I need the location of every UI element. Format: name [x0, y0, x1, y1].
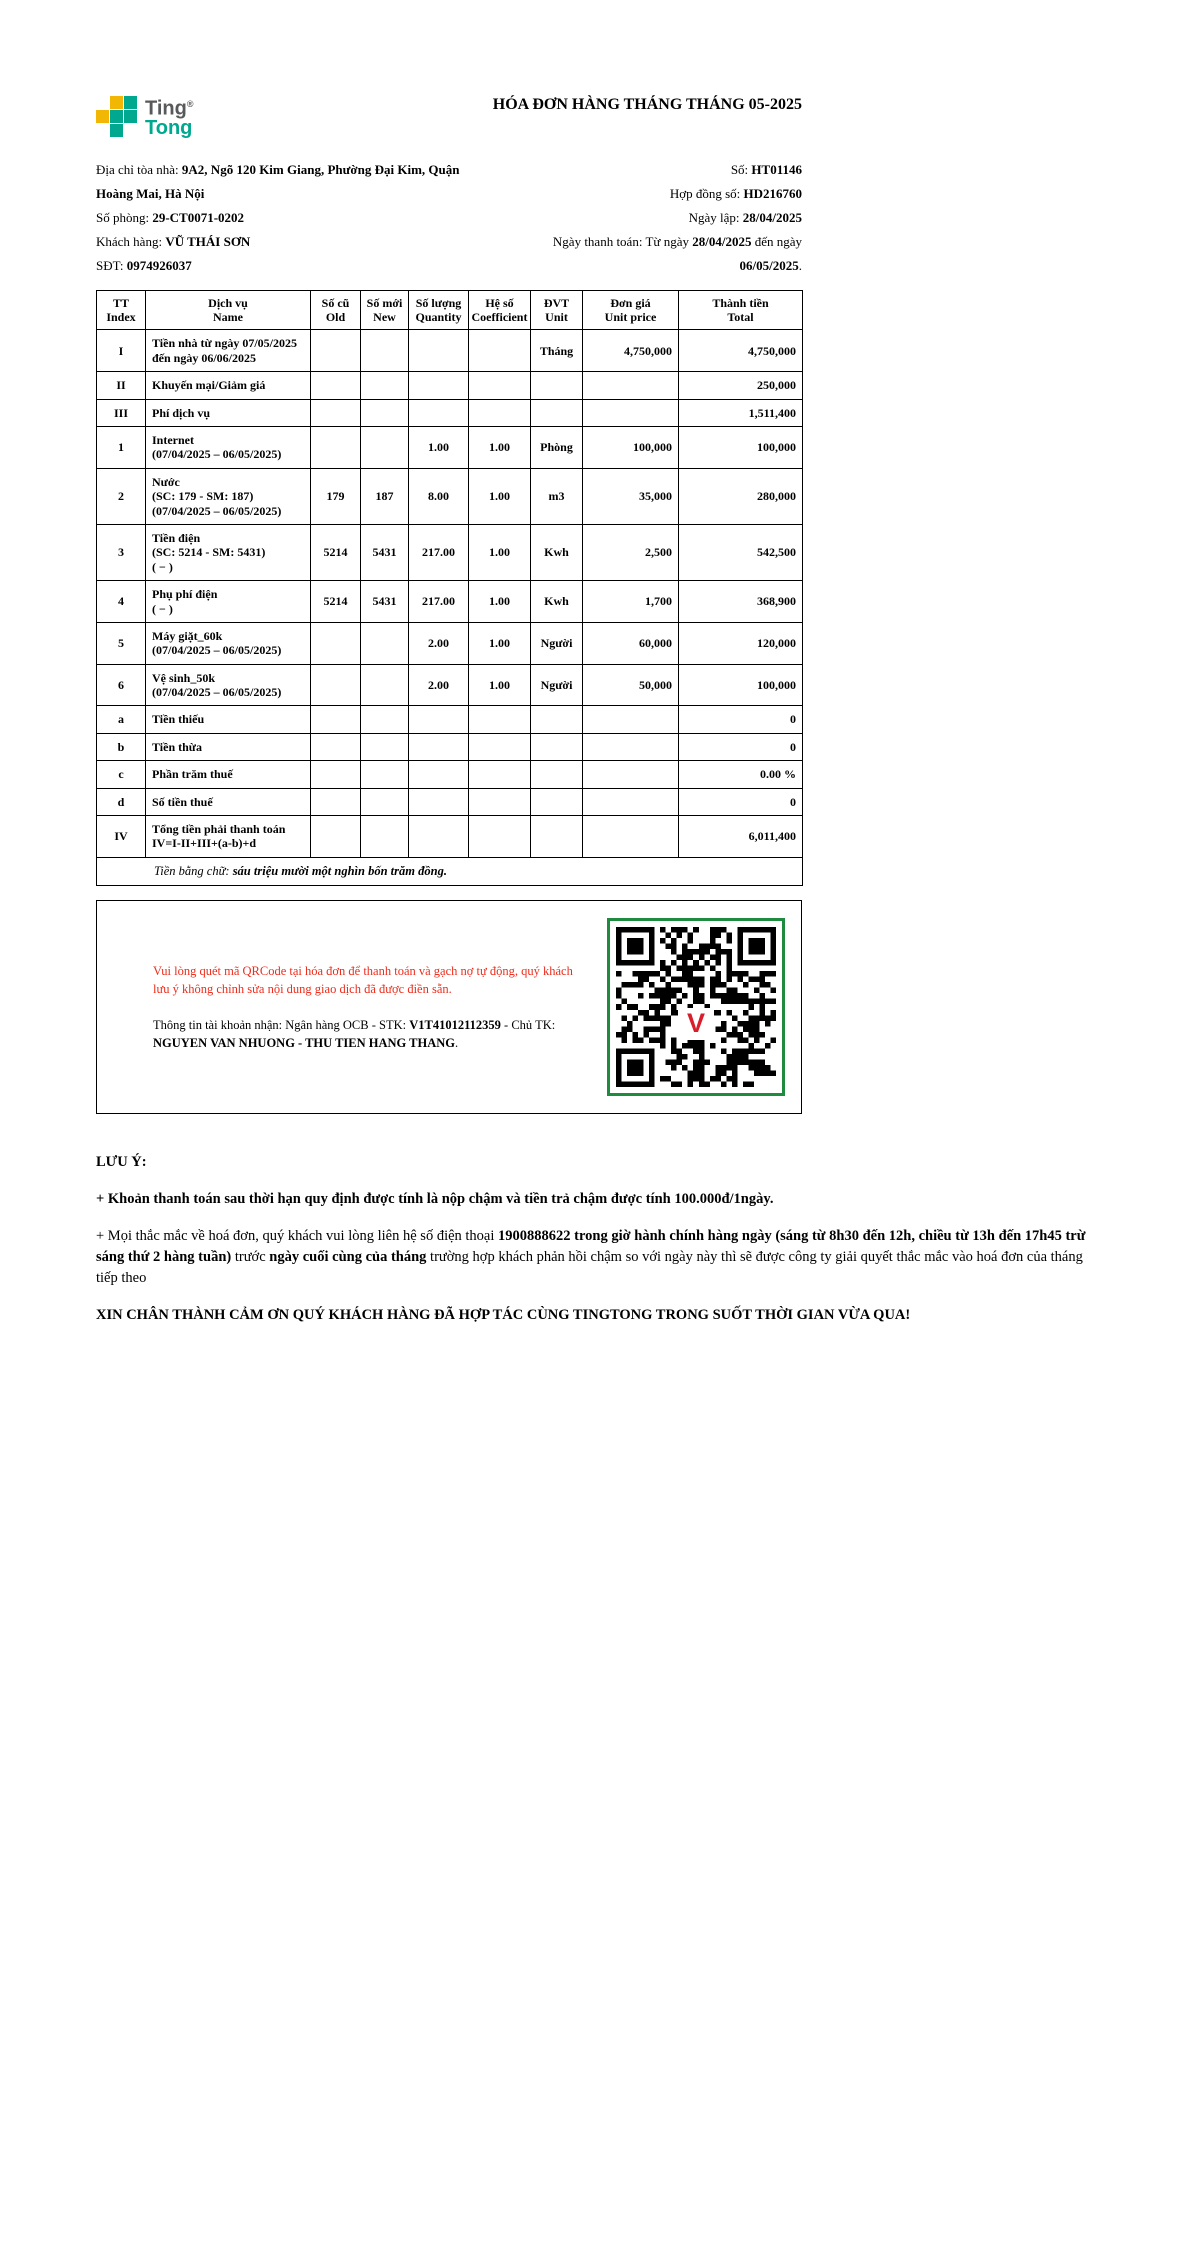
cell-price: 35,000 — [583, 468, 679, 524]
cell-coef — [469, 761, 531, 788]
cell-line: Phí dịch vụ — [152, 405, 211, 420]
note-late-payment — [96, 1189, 1106, 1210]
registered-mark: ® — [186, 99, 194, 109]
cell-unit — [531, 788, 583, 815]
info-right — [496, 158, 802, 278]
text-segment: 28/04/2025 — [692, 233, 752, 249]
invoice-info — [96, 158, 802, 278]
text-segment: . — [455, 1035, 459, 1050]
logo-pixel — [110, 124, 123, 137]
qr-notice — [153, 962, 589, 998]
cell-unit — [531, 733, 583, 760]
cell-qty: 2.00 — [409, 664, 469, 706]
cell-total: 100,000 — [679, 427, 803, 469]
cell-line: (SC: 179 - SM: 187) — [152, 489, 254, 504]
logo-pixel — [124, 110, 137, 123]
cell-total: 368,900 — [679, 581, 803, 623]
text-segment: 28/04/2025 — [742, 209, 802, 225]
info-line-address — [96, 158, 496, 206]
cell-unit: Kwh — [531, 524, 583, 580]
cell-price: 60,000 — [583, 622, 679, 664]
cell-name — [146, 524, 311, 580]
cell-line: Tiền điện — [152, 530, 201, 545]
cell-qty: 8.00 — [409, 468, 469, 524]
cell-total: 120,000 — [679, 622, 803, 664]
cell-new — [361, 427, 409, 469]
table-row-4 — [97, 581, 803, 623]
text-segment: + Mọi thắc mắc về hoá đơn, quý khách vui lòng liên hệ số điện thoại — [96, 1227, 499, 1244]
cell-price: 2,500 — [583, 524, 679, 580]
qr-pattern — [616, 927, 776, 1087]
cell-qty — [409, 372, 469, 399]
cell-index: c — [97, 761, 146, 788]
cell-coef: 1.00 — [469, 664, 531, 706]
cell-new — [361, 399, 409, 426]
cell-line: Phần trăm thuế — [152, 767, 233, 782]
invoice-title: HÓA ĐƠN HÀNG THÁNG THÁNG 05-2025 — [492, 96, 802, 113]
cell-coef — [469, 733, 531, 760]
info-line-invoice-no — [496, 158, 802, 182]
cell-index: 4 — [97, 581, 146, 623]
header-cell-total: Thành tiền Total — [679, 290, 803, 330]
cell-index: 2 — [97, 468, 146, 524]
cell-index: 5 — [97, 622, 146, 664]
cell-old — [311, 330, 361, 372]
logo-pixel — [124, 96, 137, 109]
info-line-issue-date — [496, 206, 802, 230]
text-segment: Tiền bằng chữ: — [154, 863, 233, 878]
cell-price — [583, 761, 679, 788]
cell-new — [361, 372, 409, 399]
cell-name — [146, 399, 311, 426]
cell-price: 4,750,000 — [583, 330, 679, 372]
notes-section — [96, 1152, 1106, 1326]
vietqr-v-icon: V — [678, 1008, 714, 1040]
cell-qty — [409, 399, 469, 426]
text-segment: HT01146 — [751, 161, 802, 177]
table-row-c — [97, 761, 803, 788]
cell-index: b — [97, 733, 146, 760]
cell-new — [361, 622, 409, 664]
payment-texts — [97, 952, 607, 1063]
cell-index: d — [97, 788, 146, 815]
text-segment: 1900888622 trong giờ hành chính hàng ngày (sáng từ 8h30 đến 12h, chiều từ 13h đến 17h45 trừ sáng thứ 2 hàng tuần) — [96, 1227, 1086, 1265]
cell-name — [146, 581, 311, 623]
cell-total: 0.00 % — [679, 761, 803, 788]
cell-new — [361, 733, 409, 760]
table-row-III — [97, 399, 803, 426]
logo-pixel — [96, 96, 109, 109]
cell-line: (07/04/2025 – 06/05/2025) — [152, 447, 282, 462]
cell-line: Tiền nhà từ ngày 07/05/2025 — [152, 336, 298, 351]
cell-total: 542,500 — [679, 524, 803, 580]
cell-new: 5431 — [361, 524, 409, 580]
table-row-2 — [97, 468, 803, 524]
cell-line: (07/04/2025 – 06/05/2025) — [152, 503, 282, 518]
cell-line: Số tiền thuế — [152, 794, 213, 809]
header-cell-unit-price: Đơn giá Unit price — [583, 290, 679, 330]
cell-name — [146, 330, 311, 372]
info-line-customer — [96, 230, 496, 254]
note-contact — [96, 1226, 1106, 1289]
cell-name — [146, 761, 311, 788]
cell-old: 5214 — [311, 524, 361, 580]
cell-coef: 1.00 — [469, 427, 531, 469]
cell-price: 50,000 — [583, 664, 679, 706]
payment-qr-section — [96, 900, 802, 1114]
cell-line: IV=I-II+III+(a-b)+d — [152, 836, 257, 851]
cell-qty — [409, 330, 469, 372]
cell-old — [311, 427, 361, 469]
cell-line: đến ngày 06/06/2025 — [152, 350, 257, 365]
invoice-table-body — [97, 330, 803, 857]
cell-qty — [409, 816, 469, 858]
text-segment: trước — [231, 1248, 270, 1265]
cell-line: Internet — [152, 433, 194, 447]
cell-line: Máy giặt_60k — [152, 628, 223, 643]
text-segment: 06/05/2025 — [739, 257, 799, 273]
cell-index: III — [97, 399, 146, 426]
header-cell-new: Số mới New — [361, 290, 409, 330]
cell-price: 100,000 — [583, 427, 679, 469]
header-cell-old: Số cũ Old — [311, 290, 361, 330]
text-segment: Số: — [730, 161, 752, 177]
amount-in-words-row — [97, 857, 803, 885]
cell-name — [146, 664, 311, 706]
notes-heading: LƯU Ý: — [96, 1153, 147, 1170]
tingtong-logo-icon — [96, 96, 137, 137]
cell-coef — [469, 788, 531, 815]
cell-new — [361, 706, 409, 733]
cell-index: 1 — [97, 427, 146, 469]
tingtong-logo — [96, 95, 194, 138]
cell-total: 6,011,400 — [679, 816, 803, 858]
text-segment: 0974926037 — [126, 257, 192, 273]
cell-name — [146, 788, 311, 815]
logo-tong: Tong — [145, 116, 193, 139]
cell-line: Tổng tiền phải thanh toán — [152, 822, 286, 837]
cell-qty: 1.00 — [409, 427, 469, 469]
cell-line: ( − ) — [152, 559, 173, 574]
cell-total: 4,750,000 — [679, 330, 803, 372]
table-header-row — [97, 290, 803, 330]
cell-new — [361, 816, 409, 858]
info-line-contract-no — [496, 182, 802, 206]
cell-unit: Người — [531, 622, 583, 664]
cell-price — [583, 816, 679, 858]
cell-old — [311, 622, 361, 664]
cell-name — [146, 706, 311, 733]
cell-old — [311, 372, 361, 399]
info-line-phone — [96, 254, 496, 278]
cell-line: (07/04/2025 – 06/05/2025) — [152, 643, 282, 658]
cell-total: 0 — [679, 706, 803, 733]
cell-index: I — [97, 330, 146, 372]
thank-you-note — [96, 1305, 1106, 1326]
cell-coef — [469, 706, 531, 733]
header-cell-index: TT Index — [97, 290, 146, 330]
text-segment: 9A2, Ngõ 120 Kim Giang, Phường Đại Kim, Quận Hoàng Mai, Hà Nội — [96, 161, 460, 201]
invoice-main-block — [96, 95, 802, 1114]
text-segment: Hợp đồng số: — [669, 185, 744, 201]
table-row-a — [97, 706, 803, 733]
cell-index: 3 — [97, 524, 146, 580]
logo-pixel — [124, 124, 137, 137]
text-segment: ngày cuối cùng của tháng — [269, 1248, 427, 1265]
text-segment: Khách hàng: — [96, 233, 166, 249]
cell-unit — [531, 816, 583, 858]
cell-old — [311, 761, 361, 788]
table-row-IV — [97, 816, 803, 858]
cell-index: a — [97, 706, 146, 733]
cell-new — [361, 761, 409, 788]
cell-coef: 1.00 — [469, 622, 531, 664]
cell-name — [146, 733, 311, 760]
table-row-3 — [97, 524, 803, 580]
cell-coef: 1.00 — [469, 524, 531, 580]
cell-line: Tiền thừa — [152, 739, 202, 754]
info-line-room — [96, 206, 496, 230]
text-segment: trường hợp khách phản hồi chậm so với ngày này thì sẽ được công ty giải quyết thắc mắc vào hoá đơn của tháng tiếp theo — [96, 1248, 1083, 1286]
table-row-II — [97, 372, 803, 399]
cell-index: 6 — [97, 664, 146, 706]
logo-pixel — [96, 124, 109, 137]
cell-line: (SC: 5214 - SM: 5431) — [152, 545, 266, 560]
cell-price — [583, 372, 679, 399]
cell-old — [311, 664, 361, 706]
cell-unit — [531, 399, 583, 426]
cell-name — [146, 622, 311, 664]
logo-ting: Ting® — [145, 97, 194, 120]
header-cell-unit: ĐVT Unit — [531, 290, 583, 330]
invoice-table — [96, 290, 803, 886]
header-cell-name: Dịch vụ Name — [146, 290, 311, 330]
cell-coef: 1.00 — [469, 468, 531, 524]
text-segment: sáu triệu mười một nghìn bốn trăm đồng. — [232, 863, 447, 878]
invoice-header — [96, 95, 802, 138]
info-left — [96, 158, 496, 278]
cell-unit: Tháng — [531, 330, 583, 372]
cell-coef: 1.00 — [469, 581, 531, 623]
cell-old: 5214 — [311, 581, 361, 623]
cell-qty — [409, 706, 469, 733]
cell-unit: Kwh — [531, 581, 583, 623]
cell-total: 0 — [679, 788, 803, 815]
cell-index: IV — [97, 816, 146, 858]
cell-coef — [469, 399, 531, 426]
cell-new — [361, 330, 409, 372]
cell-line: Phụ phí điện — [152, 587, 218, 602]
table-row-6 — [97, 664, 803, 706]
text-segment: . — [798, 257, 802, 273]
cell-qty: 2.00 — [409, 622, 469, 664]
cell-line: Khuyến mại/Giảm giá — [152, 378, 266, 393]
cell-coef — [469, 330, 531, 372]
cell-total: 1,511,400 — [679, 399, 803, 426]
text-segment: XIN CHÂN THÀNH CẢM ƠN QUÝ KHÁCH HÀNG ĐÃ HỢP TÁC CÙNG TINGTONG TRONG SUỐT THỜI GIAN VỪA QUA! — [96, 1306, 911, 1323]
qr-code — [607, 918, 785, 1096]
cell-price — [583, 706, 679, 733]
cell-old — [311, 816, 361, 858]
cell-coef — [469, 372, 531, 399]
text-segment: + Khoản thanh toán sau thời hạn quy định được tính là nộp chậm và tiền trả chậm được tính 100.000đ/1ngày. — [96, 1190, 774, 1207]
text-segment: V1T41012112359 — [409, 1017, 501, 1032]
text-segment: VŨ THÁI SƠN — [165, 233, 251, 249]
cell-old — [311, 706, 361, 733]
cell-line: (07/04/2025 – 06/05/2025) — [152, 685, 282, 700]
cell-old — [311, 788, 361, 815]
cell-coef — [469, 816, 531, 858]
text-segment: 29-CT0071-0202 — [152, 209, 245, 225]
text-segment: - Chủ TK: — [500, 1017, 556, 1032]
header-cell-quantity: Số lượng Quantity — [409, 290, 469, 330]
cell-price — [583, 399, 679, 426]
table-row-5 — [97, 622, 803, 664]
info-line-payment-date — [496, 230, 802, 278]
cell-name — [146, 468, 311, 524]
cell-line: ( − ) — [152, 601, 173, 616]
text-segment: Ngày thanh toán: Từ ngày — [552, 233, 693, 249]
cell-name — [146, 816, 311, 858]
cell-qty — [409, 761, 469, 788]
cell-line: Nước — [152, 474, 180, 489]
cell-qty: 217.00 — [409, 581, 469, 623]
cell-qty — [409, 788, 469, 815]
cell-total: 100,000 — [679, 664, 803, 706]
text-segment: Thông tin tài khoản nhận: Ngân hàng OCB - STK: — [153, 1017, 410, 1032]
amount-in-words — [154, 864, 447, 878]
cell-total: 280,000 — [679, 468, 803, 524]
account-info — [153, 1016, 589, 1052]
cell-price — [583, 788, 679, 815]
cell-old: 179 — [311, 468, 361, 524]
cell-old — [311, 733, 361, 760]
cell-unit: Người — [531, 664, 583, 706]
amount-in-words-cell — [97, 857, 803, 885]
logo-pixel — [96, 110, 109, 123]
cell-unit — [531, 761, 583, 788]
cell-total: 250,000 — [679, 372, 803, 399]
cell-new: 187 — [361, 468, 409, 524]
cell-old — [311, 399, 361, 426]
cell-price — [583, 733, 679, 760]
table-row-I — [97, 330, 803, 372]
cell-unit: Phòng — [531, 427, 583, 469]
header-cell-coefficient: Hệ số Coefficient — [469, 290, 531, 330]
logo-pixel — [110, 96, 123, 109]
cell-line: Tiền thiếu — [152, 712, 205, 727]
cell-total: 0 — [679, 733, 803, 760]
text-segment: NGUYEN VAN NHUONG - THU TIEN HANG THANG — [153, 1035, 456, 1050]
text-segment: Địa chỉ tòa nhà: — [96, 161, 182, 177]
text-segment: HD216760 — [743, 185, 802, 201]
cell-qty: 217.00 — [409, 524, 469, 580]
cell-unit: m3 — [531, 468, 583, 524]
cell-unit — [531, 706, 583, 733]
text-segment: đến ngày — [751, 233, 802, 249]
logo-pixel — [110, 110, 123, 123]
text-segment: SĐT: — [96, 257, 127, 273]
text-segment: Số phòng: — [96, 209, 153, 225]
tingtong-logo-text — [145, 95, 194, 138]
cell-line: Vệ sinh_50k — [152, 670, 216, 685]
cell-qty — [409, 733, 469, 760]
cell-name — [146, 427, 311, 469]
table-row-1 — [97, 427, 803, 469]
cell-unit — [531, 372, 583, 399]
text-segment: Ngày lập: — [688, 209, 743, 225]
text-segment: Vui lòng quét mã QRCode tại hóa đơn để thanh toán và gạch nợ tự động, quý khách lưu ý không chỉnh sửa nội dung giao dịch đã được điền sẵn. — [153, 963, 573, 996]
cell-new — [361, 664, 409, 706]
table-row-d — [97, 788, 803, 815]
cell-price: 1,700 — [583, 581, 679, 623]
cell-name — [146, 372, 311, 399]
cell-new: 5431 — [361, 581, 409, 623]
cell-index: II — [97, 372, 146, 399]
cell-new — [361, 788, 409, 815]
table-row-b — [97, 733, 803, 760]
